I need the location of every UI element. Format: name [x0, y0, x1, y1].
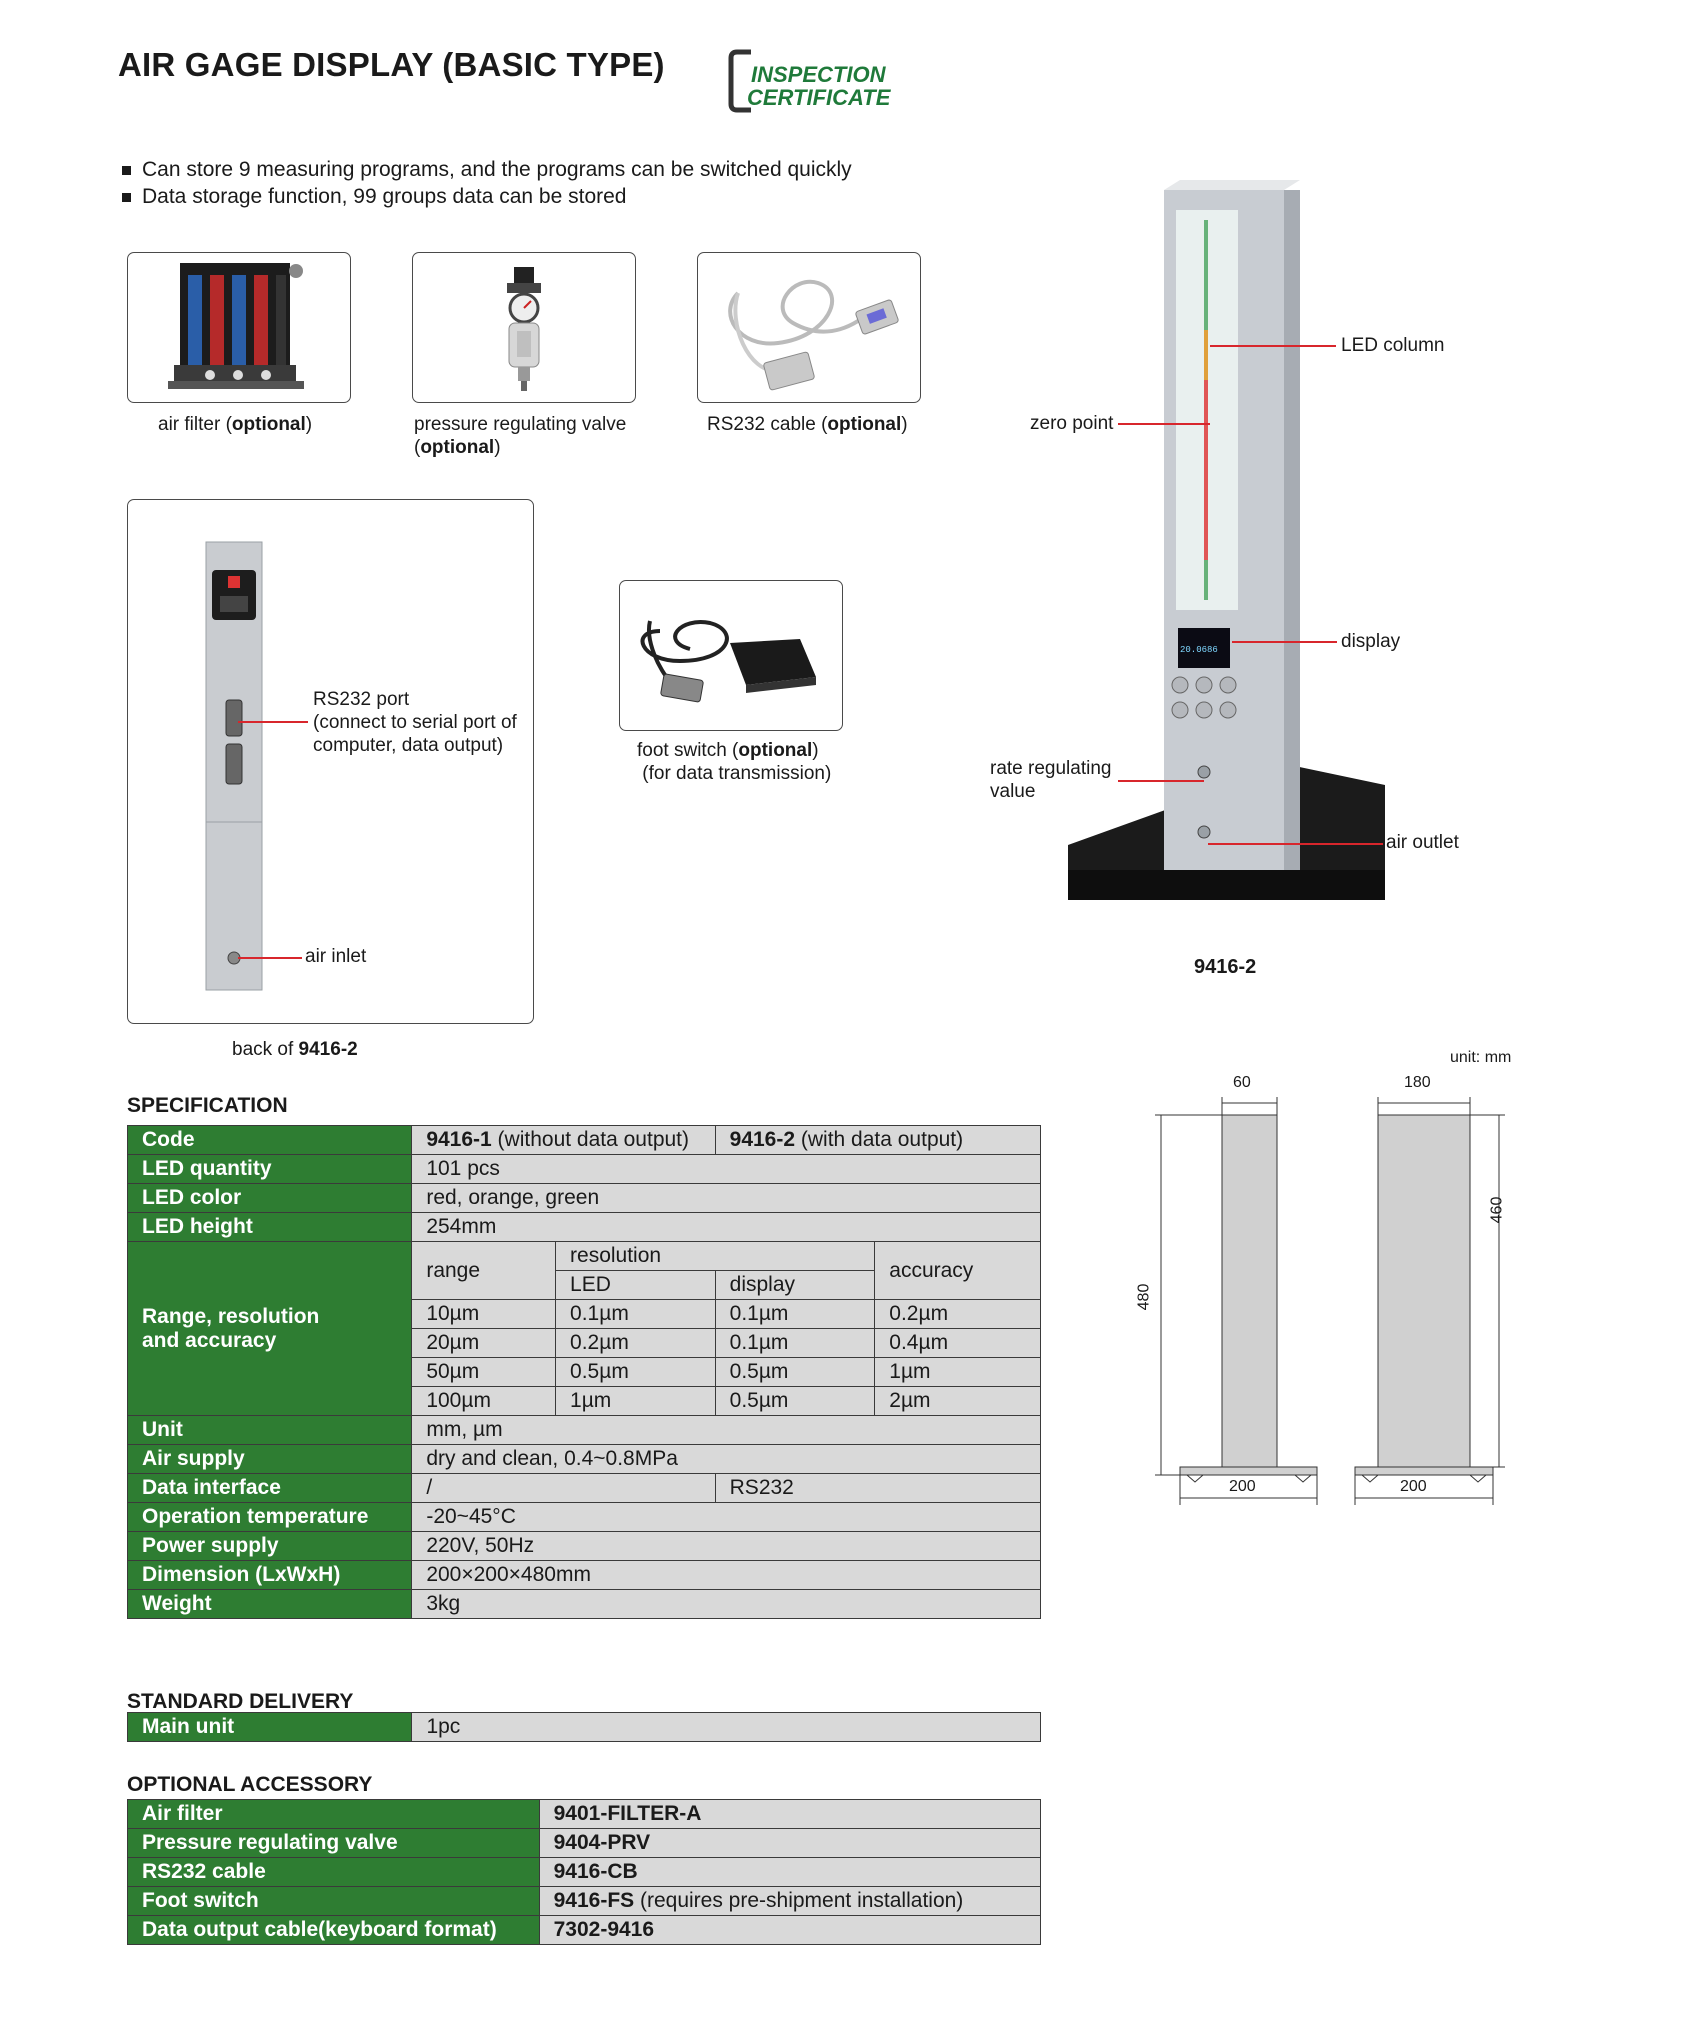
foot-switch-caption-sub: (for data transmission) — [642, 763, 832, 784]
cell-accuracy: 0.4µm — [875, 1329, 1041, 1358]
air-inlet-label: air inlet — [305, 946, 367, 967]
page-title: AIR GAGE DISPLAY (BASIC TYPE) — [118, 46, 665, 83]
rate-regulating-label — [990, 757, 1111, 803]
spec-code-2 — [715, 1126, 1040, 1155]
accessory-code: 9416-CB — [553, 1860, 638, 1883]
spec-table — [127, 1125, 1041, 1619]
spec-label-range-line: Range, resolution — [142, 1304, 320, 1328]
spec-value: / — [412, 1474, 715, 1503]
accessory-code-cell — [539, 1916, 1040, 1945]
spec-label-range — [128, 1242, 412, 1416]
spec-label: Dimension (LxWxH) — [128, 1561, 412, 1590]
rate-regulating-label-line: rate regulating — [990, 758, 1112, 779]
table-row — [128, 1184, 1041, 1213]
valve-caption-note: optional — [420, 437, 495, 458]
air-outlet-label: air outlet — [1386, 832, 1459, 853]
inspection-certificate-badge — [727, 46, 923, 116]
table-row — [128, 1503, 1041, 1532]
cell-accuracy: 1µm — [875, 1358, 1041, 1387]
spec-heading: SPECIFICATION — [127, 1094, 288, 1117]
accessory-name: Pressure regulating valve — [128, 1829, 540, 1858]
col-accuracy: accuracy — [875, 1242, 1041, 1300]
spec-label: Power supply — [128, 1532, 412, 1561]
cell-accuracy: 0.2µm — [875, 1300, 1041, 1329]
table-row — [128, 1590, 1041, 1619]
accessory-name: Foot switch — [128, 1887, 540, 1916]
table-row — [128, 1242, 1041, 1271]
accessory-code-cell — [539, 1800, 1040, 1829]
table-row — [128, 1858, 1041, 1887]
spec-label: LED quantity — [128, 1155, 412, 1184]
col-led: LED — [556, 1271, 716, 1300]
front-width-dim: 60 — [1233, 1074, 1251, 1091]
spec-label: Air supply — [128, 1445, 412, 1474]
cell-range: 50µm — [412, 1358, 556, 1387]
table-row — [128, 1713, 1041, 1742]
air-filter-image-box — [127, 252, 351, 403]
back-view-caption-prefix: back of — [232, 1039, 294, 1060]
feature-list — [122, 156, 852, 210]
cell-display: 0.5µm — [715, 1358, 875, 1387]
spec-value: mm, µm — [412, 1416, 1041, 1445]
badge-line2: CERTIFICATE — [747, 85, 891, 110]
accessory-name: Data output cable(keyboard format) — [128, 1916, 540, 1945]
table-row — [128, 1416, 1041, 1445]
front-height-dim: 480 — [1135, 1283, 1153, 1311]
cable-image-box — [697, 252, 921, 403]
rs232-port-label-line: RS232 port — [313, 689, 410, 710]
dimension-drawing — [1135, 1070, 1535, 1520]
table-row — [128, 1916, 1041, 1945]
delivery-value: 1pc — [412, 1713, 1041, 1742]
spec-value: 101 pcs — [412, 1155, 1041, 1184]
accessory-note: (requires pre-shipment installation) — [634, 1889, 964, 1912]
col-display: display — [715, 1271, 875, 1300]
optional-heading: OPTIONAL ACCESSORY — [127, 1773, 373, 1796]
foot-switch-caption-name: foot switch — [637, 740, 727, 761]
badge-line1: INSPECTION — [751, 62, 886, 87]
cell-accuracy: 2µm — [875, 1387, 1041, 1416]
foot-switch-image-box — [619, 580, 843, 731]
table-row — [128, 1155, 1041, 1184]
delivery-label: Main unit — [128, 1713, 412, 1742]
cell-range: 100µm — [412, 1387, 556, 1416]
spec-code-2-desc: (with data output) — [795, 1128, 964, 1151]
accessory-code: 9416-FS — [553, 1889, 635, 1912]
feature-item: Data storage function, 99 groups data can be stored — [122, 183, 852, 210]
side-width-dim: 180 — [1404, 1074, 1431, 1091]
spec-value: red, orange, green — [412, 1184, 1041, 1213]
spec-label: Code — [128, 1126, 412, 1155]
display-label: display — [1341, 631, 1401, 652]
feature-item: Can store 9 measuring programs, and the programs can be switched quickly — [122, 156, 852, 183]
cable-caption-name: RS232 cable — [707, 414, 816, 435]
accessory-code-cell — [539, 1829, 1040, 1858]
spec-label: LED height — [128, 1213, 412, 1242]
air-filter-caption: air filter (optional) — [158, 414, 313, 435]
spec-code-1 — [412, 1126, 715, 1155]
table-row — [128, 1800, 1041, 1829]
side-base-dim: 200 — [1400, 1478, 1427, 1495]
valve-caption: pressure regulating valve (optional) — [414, 414, 627, 458]
table-row — [128, 1532, 1041, 1561]
led-column-label: LED column — [1341, 335, 1445, 356]
spec-value: 254mm — [412, 1213, 1041, 1242]
spec-value: 200×200×480mm — [412, 1561, 1041, 1590]
accessory-code: 7302-9416 — [553, 1918, 655, 1941]
cell-display: 0.5µm — [715, 1387, 875, 1416]
col-range: range — [412, 1242, 556, 1300]
accessory-name: Air filter — [128, 1800, 540, 1829]
cell-display: 0.1µm — [715, 1329, 875, 1358]
accessory-name: RS232 cable — [128, 1858, 540, 1887]
spec-value: -20~45°C — [412, 1503, 1041, 1532]
valve-image-box — [412, 252, 636, 403]
cell-led: 0.1µm — [556, 1300, 716, 1329]
foot-switch-picture — [620, 581, 842, 730]
table-row — [128, 1126, 1041, 1155]
cell-led: 0.5µm — [556, 1358, 716, 1387]
spec-value: RS232 — [715, 1474, 1040, 1503]
table-row — [128, 1829, 1041, 1858]
spec-code-2-model: 9416-2 — [729, 1128, 796, 1151]
back-view-caption-model: 9416-2 — [298, 1039, 358, 1060]
spec-value: 3kg — [412, 1590, 1041, 1619]
delivery-heading: STANDARD DELIVERY — [127, 1690, 354, 1713]
air-filter-caption-name: air filter — [158, 414, 221, 435]
cell-led: 0.2µm — [556, 1329, 716, 1358]
optional-table — [127, 1799, 1041, 1945]
accessory-code: 9401-FILTER-A — [553, 1802, 702, 1825]
table-row — [128, 1213, 1041, 1242]
spec-code-1-model: 9416-1 — [426, 1128, 492, 1151]
spec-label: Operation temperature — [128, 1503, 412, 1532]
spec-label: Weight — [128, 1590, 412, 1619]
valve-picture — [413, 253, 635, 402]
back-view-caption — [232, 1038, 358, 1061]
spec-label-range-line: and accuracy — [142, 1328, 277, 1352]
accessory-code: 9404-PRV — [553, 1831, 651, 1854]
table-row — [128, 1887, 1041, 1916]
col-resolution: resolution — [556, 1242, 875, 1271]
table-row — [128, 1445, 1041, 1474]
foot-switch-caption-note: optional — [738, 740, 813, 761]
side-height-dim: 460 — [1488, 1196, 1506, 1224]
table-row — [128, 1561, 1041, 1590]
cell-led: 1µm — [556, 1387, 716, 1416]
screen-value: 20.0686 — [1180, 645, 1218, 655]
spec-label: Unit — [128, 1416, 412, 1445]
cell-range: 10µm — [412, 1300, 556, 1329]
cable-picture — [698, 253, 920, 402]
rs232-port-label-line: (connect to serial port of — [313, 712, 517, 733]
zero-point-label: zero point — [1030, 413, 1114, 434]
spec-label: LED color — [128, 1184, 412, 1213]
spec-value: 220V, 50Hz — [412, 1532, 1041, 1561]
delivery-table — [127, 1712, 1041, 1742]
rs232-port-label-line: computer, data output) — [313, 735, 504, 756]
main-unit-model: 9416-2 — [1194, 956, 1257, 978]
air-filter-caption-note: optional — [231, 414, 306, 435]
cable-caption-note: optional — [827, 414, 902, 435]
front-base-dim: 200 — [1229, 1478, 1256, 1495]
rate-regulating-label-line: value — [990, 781, 1036, 802]
cell-range: 20µm — [412, 1329, 556, 1358]
spec-label: Data interface — [128, 1474, 412, 1503]
accessory-code-cell — [539, 1858, 1040, 1887]
accessory-code-cell — [539, 1887, 1040, 1916]
cell-display: 0.1µm — [715, 1300, 875, 1329]
rs232-port-label — [313, 688, 517, 757]
air-filter-picture — [128, 253, 350, 402]
valve-caption-name: pressure regulating valve — [414, 414, 627, 435]
cable-caption: RS232 cable (optional) — [707, 414, 908, 435]
foot-switch-caption: foot switch (optional) (for data transmission) — [637, 740, 832, 784]
spec-code-1-desc: (without data output) — [491, 1128, 690, 1151]
drawing-unit: unit: mm — [1450, 1049, 1512, 1066]
spec-value: dry and clean, 0.4~0.8MPa — [412, 1445, 1041, 1474]
table-row — [128, 1474, 1041, 1503]
